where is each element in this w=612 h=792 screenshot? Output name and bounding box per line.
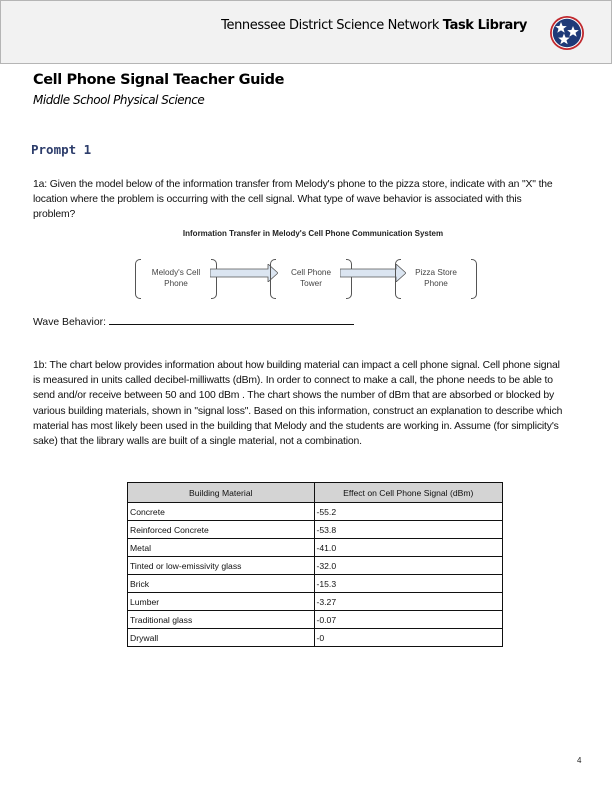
node-label-line1: Cell Phone (290, 268, 332, 277)
wave-behavior-field (33, 314, 354, 328)
material-cell: Traditional glass (128, 611, 315, 629)
header-title (221, 18, 527, 33)
node-label-line1: Melody's Cell (151, 268, 201, 277)
material-cell: Lumber (128, 593, 315, 611)
header-title-regular: Tennessee District Science Network (221, 18, 443, 33)
table-row (128, 575, 503, 593)
effect-cell: -3.27 (314, 593, 502, 611)
tennessee-tristar-icon (549, 15, 585, 51)
table-header-row (128, 483, 503, 503)
effect-cell: -41.0 (314, 539, 502, 557)
building-material-table (127, 482, 503, 647)
wave-behavior-label: Wave Behavior: (33, 317, 106, 328)
document-title: Cell Phone Signal Teacher Guide (33, 72, 285, 88)
node-label-line2: Phone (424, 279, 448, 288)
page-header (0, 0, 612, 64)
document-subtitle: Middle School Physical Science (33, 93, 205, 107)
effect-cell: -53.8 (314, 521, 502, 539)
material-cell: Metal (128, 539, 315, 557)
prompt-heading: Prompt 1 (31, 142, 92, 157)
column-header-material: Building Material (128, 483, 315, 503)
effect-cell: -15.3 (314, 575, 502, 593)
table-row (128, 521, 503, 539)
table-row (128, 557, 503, 575)
header-title-bold: Task Library (442, 18, 527, 33)
effect-cell: -0 (314, 629, 502, 647)
node-label-line1: Pizza Store (415, 268, 457, 277)
node-label-line2: Phone (164, 279, 188, 288)
table-row (128, 629, 503, 647)
diagram-title: Information Transfer in Melody's Cell Phone Communication System (182, 229, 444, 238)
page-number: 4 (577, 756, 582, 765)
wave-behavior-answer-blank[interactable] (109, 314, 354, 325)
table-row (128, 593, 503, 611)
diagram-node-melodys-phone (135, 259, 217, 297)
table-row (128, 611, 503, 629)
material-cell: Brick (128, 575, 315, 593)
node-label-line2: Tower (300, 279, 322, 288)
question-1b-text: 1b: The chart below provides information about how building material can impact a cell phone signal. Cell phone signal is measured in units called decibel-milliwatts (dBm). In order to connect to make a call, the phone needs to be able to send and/or receive between 50 and 100 dBm . The chart shows the number of dBm that are absorbed or blocked by various building materials, shown in "signal loss". Based on this information, construct an explanation to describe which material has most likely been used in the building that Melody and the students are working in. Assume (for simplicity's sake) that the library walls are built of a single material, not a combination. (33, 360, 563, 448)
effect-cell: -0.07 (314, 611, 502, 629)
column-header-effect: Effect on Cell Phone Signal (dBm) (314, 483, 502, 503)
material-cell: Concrete (128, 503, 315, 521)
effect-cell: -32.0 (314, 557, 502, 575)
material-cell: Reinforced Concrete (128, 521, 315, 539)
diagram-node-pizza-store-phone (395, 259, 477, 297)
effect-cell: -55.2 (314, 503, 502, 521)
arrow-right-icon (210, 264, 278, 282)
material-cell: Drywall (128, 629, 315, 647)
material-cell: Tinted or low-emissivity glass (128, 557, 315, 575)
question-1a-text: 1a: Given the model below of the information transfer from Melody's phone to the pizza store, indicate with an "X" the location where the problem is occurring with the cell signal. What type of wave behavior is associated with this problem? (33, 179, 553, 220)
table-row (128, 539, 503, 557)
table-row (128, 503, 503, 521)
